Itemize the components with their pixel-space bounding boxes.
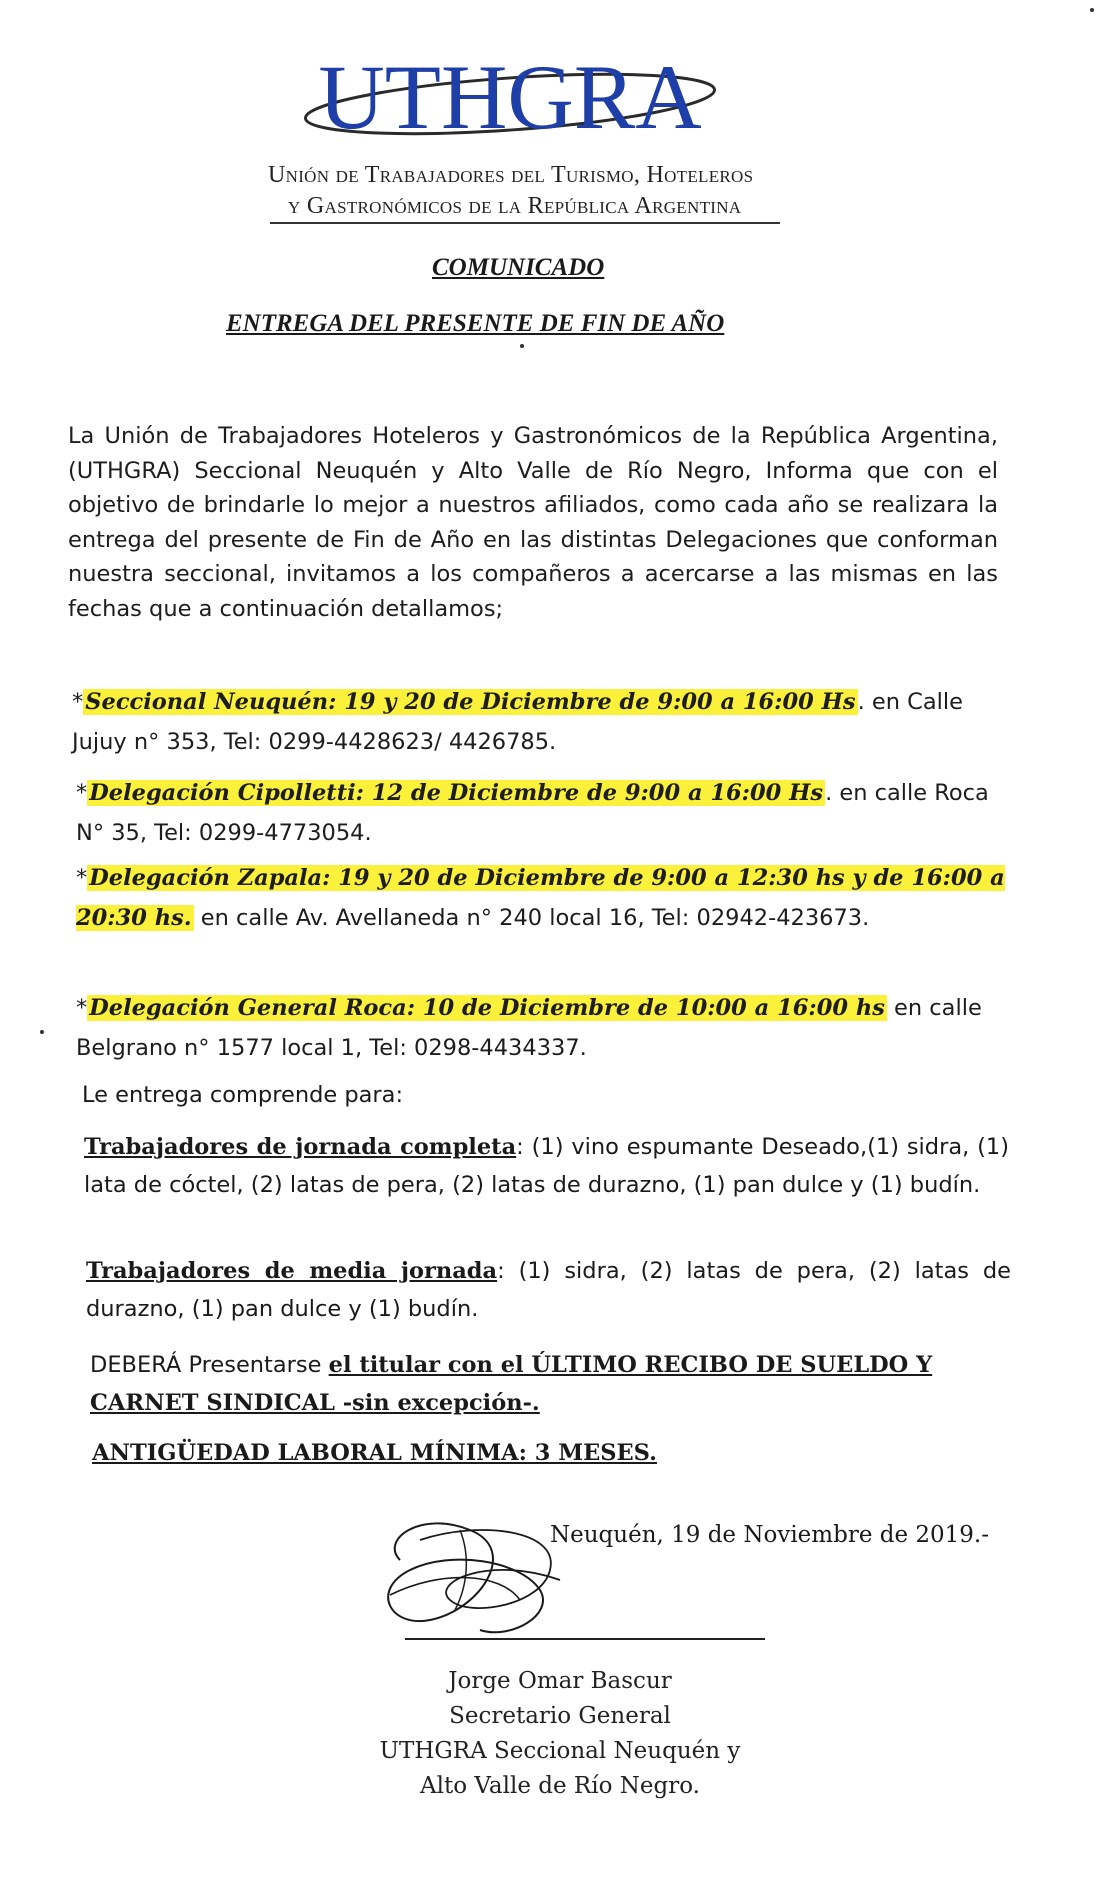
entry-highlight: Delegación Cipolletti: 12 de Diciembre de 9:00 a 16:00 Hs bbox=[89, 780, 824, 806]
intro-paragraph: La Unión de Trabajadores Hoteleros y Gastronómicos de la República Argentina, (UTHGRA) Seccional Neuquén y Alto Valle de Río Negro, Informa que con el objetivo de brindarle lo mejor a nuestros afiliados, como cada año se realizara la entrega del presente de Fin de Año en las distintas Delegaciones que conforman nuestra seccional, invitamos a los compañeros a acercarse a las mismas en las fechas que a continuación detallamos; bbox=[68, 423, 998, 622]
jornada-completa-paragraph bbox=[84, 1128, 1009, 1204]
scan-speck bbox=[1090, 8, 1094, 12]
entry-highlight: Delegación Zapala: 19 y 20 de Diciembre de 9:00 a 12:30 hs y de 16:00 a 20:30 hs. bbox=[76, 865, 1005, 931]
entry-details: . en Calle Jujuy n° 353, Tel: 0299-4428623/ 4426785. bbox=[72, 689, 963, 755]
header-divider bbox=[270, 222, 780, 224]
title-entrega: ENTREGA DEL PRESENTE DE FIN DE AÑO bbox=[226, 310, 725, 337]
signer-role: Secretario General bbox=[449, 1703, 671, 1729]
delegation-entry bbox=[76, 773, 1016, 853]
signer-org-line1: UTHGRA Seccional Neuquén y bbox=[379, 1738, 741, 1764]
comprende-label: Le entrega comprende para: bbox=[82, 1082, 404, 1108]
entry-bullet: * bbox=[76, 780, 88, 806]
scan-speck bbox=[40, 1030, 44, 1034]
jornada-media-text: : (1) sidra, (2) latas de pera, (2) latas de durazno, (1) pan dulce y (1) budín. bbox=[86, 1258, 1011, 1322]
signer-org-line2: Alto Valle de Río Negro. bbox=[420, 1773, 700, 1799]
entry-bullet: * bbox=[76, 995, 88, 1021]
entry-bullet: * bbox=[72, 689, 84, 715]
debera-requirement: el titular con el ÚLTIMO RECIBO DE SUELDO Y CARNET SINDICAL -sin excepción-. bbox=[90, 1352, 933, 1416]
jornada-media-label: Trabajadores de media jornada bbox=[86, 1258, 498, 1284]
delegation-entry bbox=[72, 682, 1012, 762]
entry-bullet: * bbox=[76, 865, 88, 891]
signature-line bbox=[405, 1638, 765, 1640]
entry-highlight: Seccional Neuquén: 19 y 20 de Diciembre de 9:00 a 16:00 Hs bbox=[85, 689, 856, 715]
entry-highlight: Delegación General Roca: 10 de Diciembre de 10:00 a 16:00 hs bbox=[89, 995, 885, 1021]
jornada-completa-text: : (1) vino espumante Deseado,(1) sidra, (1) lata de cóctel, (2) latas de pera, (2) latas de durazno, (1) pan dulce y (1) budín. bbox=[84, 1134, 1010, 1198]
jornada-completa-label: Trabajadores de jornada completa bbox=[84, 1134, 517, 1160]
title-comunicado: COMUNICADO bbox=[432, 254, 605, 281]
entry-details: en calle Av. Avellaneda n° 240 local 16, Tel: 02942-423673. bbox=[193, 905, 870, 931]
org-name-line2: y Gastronómicos de la República Argentina bbox=[288, 193, 742, 219]
antiguedad-requirement: ANTIGÜEDAD LABORAL MÍNIMA: 3 MESES. bbox=[92, 1440, 657, 1466]
signer-name: Jorge Omar Bascur bbox=[448, 1668, 672, 1694]
org-name-line1: Unión de Trabajadores del Turismo, Hoteleros bbox=[268, 162, 754, 188]
entry-details: en calle Belgrano n° 1577 local 1, Tel: 0298-4434337. bbox=[76, 995, 982, 1061]
logo-text: UTHGRA bbox=[318, 46, 702, 148]
delegation-entry bbox=[76, 988, 1016, 1068]
jornada-media-paragraph bbox=[86, 1252, 1011, 1328]
entry-details: . en calle Roca N° 35, Tel: 0299-4773054. bbox=[76, 780, 989, 846]
document-date: Neuquén, 19 de Noviembre de 2019.- bbox=[550, 1522, 989, 1548]
scan-speck bbox=[520, 344, 524, 348]
uthgra-logo bbox=[300, 42, 720, 162]
delegation-entry bbox=[76, 858, 1016, 938]
debera-paragraph bbox=[90, 1346, 1020, 1422]
debera-prefix: DEBERÁ Presentarse bbox=[90, 1352, 329, 1378]
